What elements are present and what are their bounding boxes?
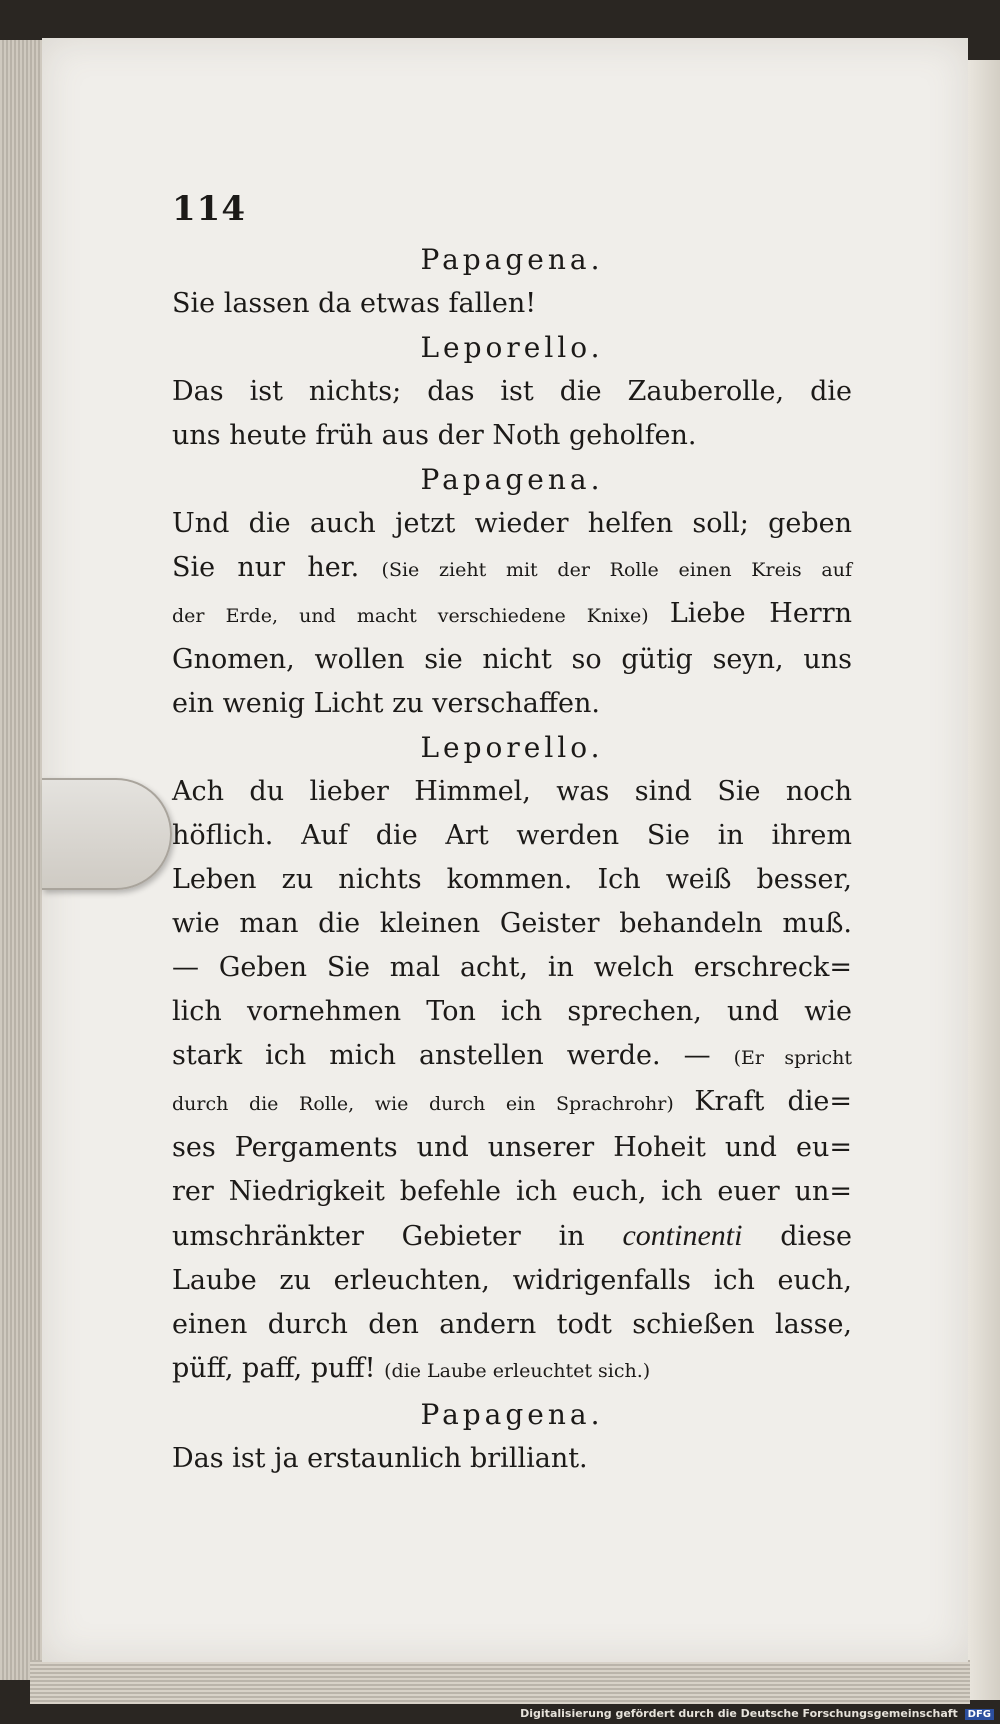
text-line — [172, 282, 852, 326]
text-line — [172, 814, 852, 858]
book-page-edges-left — [0, 40, 46, 1680]
stage-direction: (Sie zieht mit der Rolle einen Kreis auf — [381, 559, 852, 581]
text-line — [172, 1080, 852, 1126]
page-text — [172, 180, 852, 1481]
dialogue-text: Und die auch jetzt wieder helfen soll; geben — [172, 508, 852, 539]
dialogue-text: Gnomen, wollen sie nicht so gütig seyn, uns — [172, 644, 852, 675]
text-line — [172, 946, 852, 990]
credit-text: Digitalisierung gefördert durch die Deutsche Forschungsgemeinschaft — [520, 1707, 958, 1720]
text-line — [172, 1034, 852, 1080]
text-line — [172, 546, 852, 592]
dialogue-text: — Geben Sie mal acht, in welch erschreck= — [172, 952, 852, 983]
dialogue-text: lich vornehmen Ton ich sprechen, und wie — [172, 996, 852, 1027]
dialogue-text: umschränkter Gebieter in — [172, 1221, 623, 1252]
speaker-name: Leporello. — [420, 331, 604, 364]
dialogue-text: Laube zu erleuchten, widrigenfalls ich euch, — [172, 1265, 852, 1296]
stage-direction: durch die Rolle, wie durch ein Sprachrohr) — [172, 1093, 695, 1115]
text-line — [172, 1303, 852, 1347]
text-line — [172, 592, 852, 638]
dialogue-text: einen durch den andern todt schießen lasse, — [172, 1309, 852, 1340]
dialogue-text: Sie nur her. — [172, 552, 382, 583]
book-page-edges-bottom — [30, 1660, 970, 1704]
text-lines — [172, 238, 852, 1481]
speaker-name: Papagena. — [420, 1398, 604, 1431]
text-line — [172, 370, 852, 414]
dialogue-text: rer Niedrigkeit befehle ich euch, ich euer un= — [172, 1176, 852, 1207]
text-line — [172, 414, 852, 458]
dfg-logo: DFG — [965, 1709, 994, 1720]
text-line — [172, 858, 852, 902]
speaker-name: Papagena. — [420, 463, 604, 496]
text-line — [172, 990, 852, 1034]
stage-direction: (Er spricht — [733, 1047, 852, 1069]
dialogue-text: wie man die kleinen Geister behandeln muß. — [172, 908, 852, 939]
text-line — [172, 682, 852, 726]
dialogue-text: diese — [742, 1221, 852, 1252]
book-page-edges-right — [966, 60, 1000, 1700]
text-line — [172, 1214, 852, 1259]
dialogue-text: Liebe Herrn — [669, 598, 852, 629]
speaker-name: Leporello. — [420, 731, 604, 764]
text-line — [172, 1437, 852, 1481]
dialogue-text: ein wenig Licht zu verschaffen. — [172, 688, 601, 719]
text-line — [172, 638, 852, 682]
dialogue-text: uns heute früh aus der Noth geholfen. — [172, 420, 697, 451]
speaker-name: Papagena. — [420, 243, 604, 276]
text-line — [172, 502, 852, 546]
page-number: 114 — [172, 189, 246, 229]
text-line — [172, 1126, 852, 1170]
dialogue-text: ses Pergaments und unserer Hoheit und eu= — [172, 1132, 852, 1163]
dialogue-text: stark ich mich anstellen werde. — — [172, 1040, 734, 1071]
digitization-credit — [520, 1707, 994, 1720]
dialogue-text: Leben zu nichts kommen. Ich weiß besser, — [172, 864, 852, 895]
dialogue-text: Sie lassen da etwas fallen! — [172, 288, 537, 319]
dialogue-text: höflich. Auf die Art werden Sie in ihrem — [172, 820, 852, 851]
dialogue-text: Das ist ja erstaunlich brilliant. — [172, 1443, 588, 1474]
text-line — [172, 902, 852, 946]
dialogue-text: püff, paff, puff! — [172, 1353, 385, 1384]
text-line — [172, 1347, 852, 1393]
stage-direction: (die Laube erleuchtet sich.) — [384, 1360, 651, 1382]
text-line — [172, 1170, 852, 1214]
dialogue-text: Kraft die= — [694, 1086, 852, 1117]
dialogue-text: Ach du lieber Himmel, was sind Sie noch — [172, 776, 852, 807]
bookmark-clip — [42, 778, 172, 890]
dialogue-text: Das ist nichts; das ist die Zauberolle, die — [172, 376, 852, 407]
text-line — [172, 1259, 852, 1303]
text-line — [172, 770, 852, 814]
latin-word: continenti — [622, 1219, 743, 1252]
stage-direction: der Erde, und macht verschiedene Knixe) — [172, 605, 670, 627]
